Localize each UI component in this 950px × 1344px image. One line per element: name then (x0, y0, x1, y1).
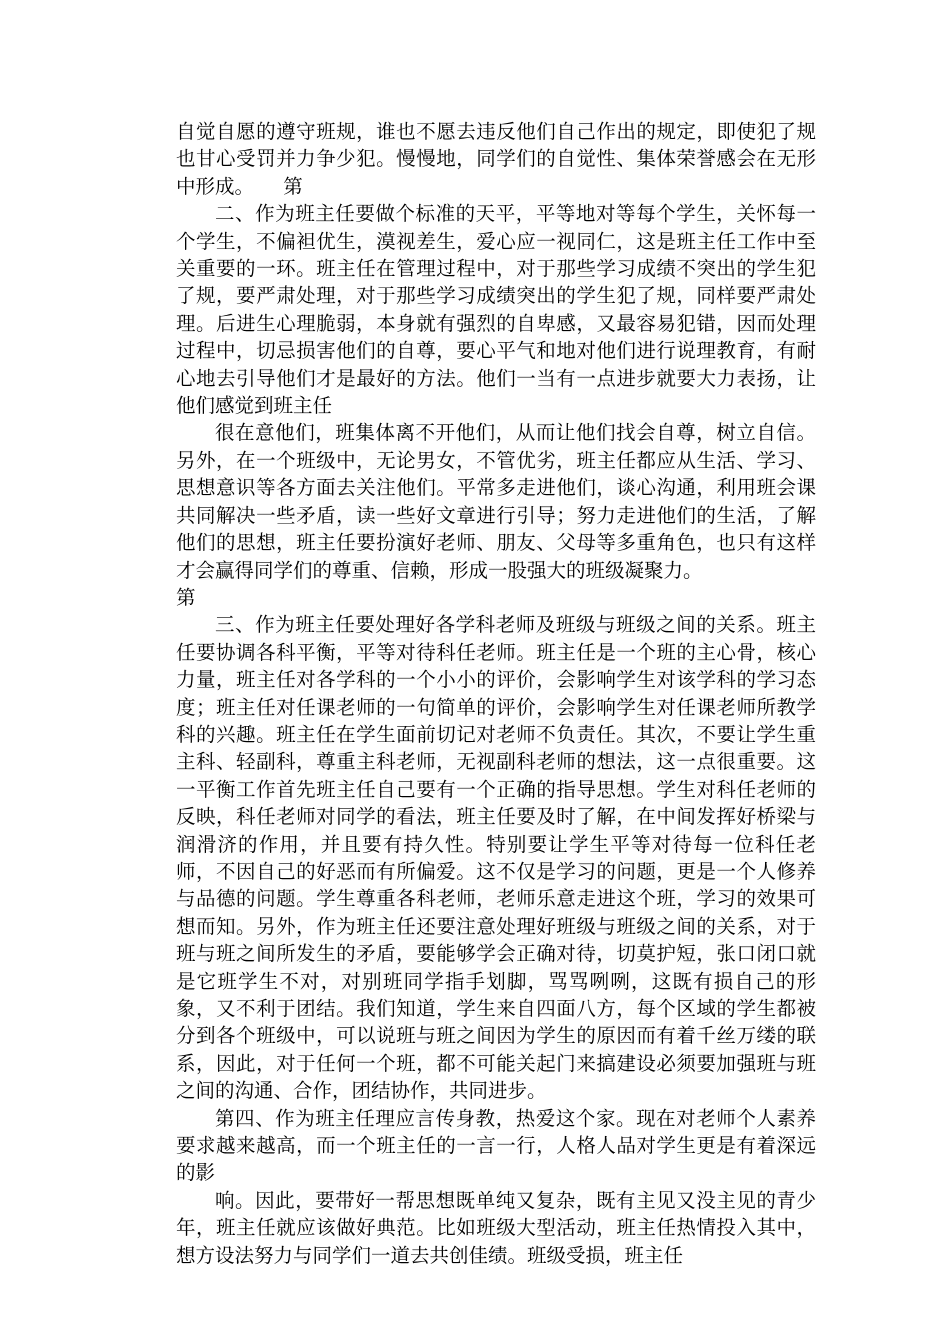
section-marker-line: 第 (176, 585, 196, 609)
paragraph-point-four: 第四、作为班主任理应言传身教，热爱这个家。现在对老师个人素养要求越来越高，而一个班主任的一言一行，人格人品对学生更是有着深远的影 (176, 1106, 816, 1185)
paragraph-point-four-continued: 响。因此，要带好一帮思想既单纯又复杂，既有主见又没主见的青少年，班主任就应该做好典范。比如班级大型活动，班主任热情投入其中，想方设法努力与同学们一道去共创佳绩。班级受损，班主任 (176, 1188, 816, 1267)
paragraph-point-three: 三、作为班主任要处理好各学科老师及班级与班级之间的关系。班主任要协调各科平衡，平等对待科任老师。班主任是一个班的主心骨，核心力量，班主任对各学科的一个小小的评价，会影响学生对该学科的学习态度；班主任对任课老师的一句简单的评价，会影响学生对任课老师所教学科的兴趣。班主任在学生面前切记对老师不负责任。其次，不要让学生重主科、轻副科，尊重主科老师，无视副科老师的想法，这一点很重要。这一平衡工作首先班主任自己要有一个正确的指导思想。学生对科任老师的反映，科任老师对同学的看法，班主任要及时了解，在中间发挥好桥梁与润滑济的作用，并且要有持久性。特别要让学生平等对待每一位科任老师，不因自己的好恶而有所偏爱。这不仅是学习的问题，更是一个人修养与品德的问题。学生尊重各科老师，老师乐意走进这个班，学习的效果可想而知。另外，作为班主任还要注意处理好班级与班级之间的关系，对于班与班之间所发生的矛盾，要能够学会正确对待，切莫护短，张口闭口就是它班学生不对，对别班同学指手划脚，骂骂咧咧，这既有损自己的形象，又不利于团结。我们知道，学生来自四面八方，每个区域的学生都被分到各个班级中，可以说班与班之间因为学生的原因而有着千丝万缕的联系，因此，对于任何一个班，都不可能关起门来搞建设必须要加强班与班之间的沟通、合作，团结协作，共同进步。 (176, 613, 816, 1103)
paragraph-class-rules (176, 118, 816, 200)
paragraph-text: 自觉自愿的遵守班规，谁也不愿去违反他们自己作出的规定，即使犯了规也甘心受罚并力争少犯。慢慢地，同学们的自觉性、集体荣誉感会在无形中形成。 (176, 120, 816, 198)
body-text (176, 118, 816, 1269)
paragraph-point-two-continued: 很在意他们，班集体离不开他们，从而让他们找会自尊，树立自信。另外，在一个班级中，无论男女，不管优劣，班主任都应从生活、学习、思想意识等各方面去关注他们。平常多走进他们，谈心沟通，利用班会课共同解决一些矛盾，读一些好文章进行引导；努力走进他们的生活，了解他们的思想，班主任要扮演好老师、朋友、父母等多重角色，也只有这样才会赢得同学们的尊重、信赖，形成一股强大的班级凝聚力。 (176, 421, 816, 582)
section-marker: 第 (283, 174, 303, 198)
paragraph-point-two: 二、作为班主任要做个标准的天平，平等地对等每个学生，关怀每一个学生，不偏袒优生，漠视差生，爱心应一视同仁，这是班主任工作中至关重要的一环。班主任在管理过程中，对于那些学习成绩不突出的学生犯了规，要严肃处理，对于那些学习成绩突出的学生犯了规，同样要严肃处理。后进生心理脆弱，本身就有强烈的自卑感，又最容易犯错，因而处理过程中，切忌损害他们的自尊，要心平气和地对他们进行说理教育，有耐心地去引导他们才是最好的方法。他们一当有一点进步就要大力表扬，让他们感觉到班主任 (176, 202, 816, 418)
